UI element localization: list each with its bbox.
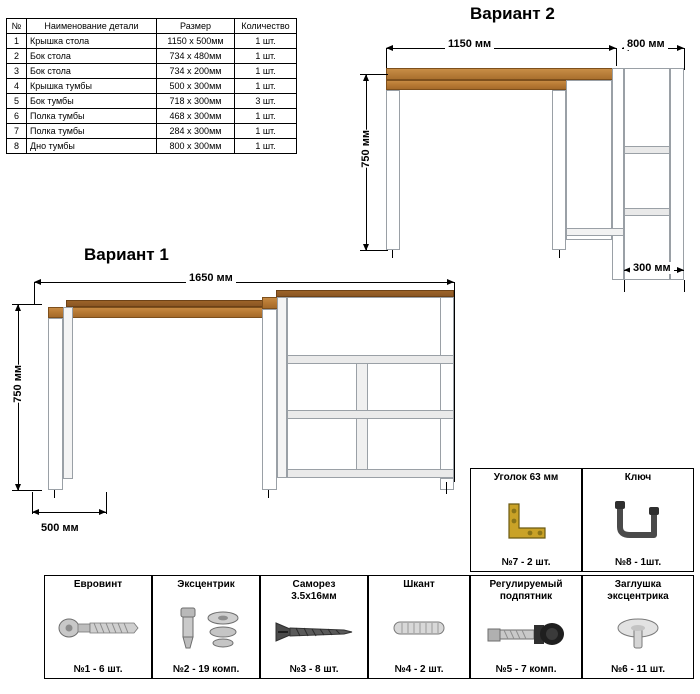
left-leg-depth [63, 307, 73, 479]
cell-size: 800 x 300мм [157, 139, 235, 154]
cell-qty: 1 шт. [235, 79, 297, 94]
hardware-title: Уголок 63 мм [493, 472, 559, 483]
table-header-row [7, 19, 297, 34]
cabinet-right-panel [440, 297, 454, 490]
variant2-height-label: 750 мм [357, 130, 375, 168]
cabinet-depth-panel [566, 80, 612, 240]
cam-cover-icon [583, 616, 693, 652]
adjustable-foot-icon [471, 617, 581, 651]
cell-qty: 3 шт. [235, 94, 297, 109]
hardware-cell-corner-bracket [470, 468, 582, 572]
desktop-rear-edge [66, 300, 276, 307]
variant1-width-label: 1650 мм [186, 272, 236, 284]
cabinet-shelf-upper [624, 146, 670, 154]
hardware-title [583, 579, 693, 603]
col-name: Наименование детали [27, 19, 157, 34]
cell-size: 734 x 480мм [157, 49, 235, 64]
cell-size: 718 x 300мм [157, 94, 235, 109]
variant1-height-label: 750 мм [9, 365, 27, 403]
col-number: № [7, 19, 27, 34]
hardware-title-line2: 3.5x16мм [291, 591, 337, 602]
self-tapping-screw-icon [261, 619, 367, 645]
hex-key-icon [583, 497, 693, 545]
col-qty: Количество [235, 19, 297, 34]
table-row [7, 34, 297, 49]
cabinet-body [624, 68, 670, 280]
cell-qty: 1 шт. [235, 124, 297, 139]
cell-name: Бок тумбы [27, 94, 157, 109]
hardware-qty: №6 - 11 шт. [610, 664, 666, 675]
cabinet-left-depth [277, 297, 287, 478]
cell-qty: 1 шт. [235, 64, 297, 79]
desktop-left-surface [48, 307, 276, 318]
hardware-cell-cam-lock [152, 575, 260, 679]
hardware-title [261, 579, 367, 603]
hardware-cell-self-tapping-screw [260, 575, 368, 679]
table-row [7, 124, 297, 139]
cabinet-shelf-upper [287, 355, 454, 364]
cabinet-bottom [287, 469, 454, 478]
cabinet-right-leg [440, 478, 454, 490]
cabinet-body [287, 297, 454, 478]
hardware-title: Евровинт [73, 579, 123, 590]
hardware-qty: №1 - 6 шт. [73, 664, 123, 675]
cell-number: 4 [7, 79, 27, 94]
table-row [7, 139, 297, 154]
hardware-qty: №8 - 1шт. [614, 557, 662, 568]
hardware-title-line1: Регулируемый [489, 579, 563, 590]
parts-table-body [7, 34, 297, 154]
cabinet-left-panel [262, 309, 277, 490]
variant2-drawing [330, 30, 692, 280]
variant1-depth-label: 500 мм [38, 522, 82, 534]
cell-qty: 1 шт. [235, 139, 297, 154]
cell-size: 284 x 300мм [157, 124, 235, 139]
table-row [7, 64, 297, 79]
variant1-drawing [6, 260, 466, 560]
cell-size: 468 x 300мм [157, 109, 235, 124]
cell-qty: 1 шт. [235, 109, 297, 124]
variant2-side-label: 300 мм [630, 262, 674, 274]
table-row [7, 79, 297, 94]
hardware-title: Ключ [624, 472, 652, 483]
parts-table-head [7, 19, 297, 34]
hardware-qty: №4 - 2 шт. [394, 664, 444, 675]
hardware-title: Шкант [403, 579, 435, 590]
hardware-cell-euro-screw [44, 575, 152, 679]
corner-bracket-icon [471, 498, 581, 544]
cell-size: 734 x 200мм [157, 64, 235, 79]
hardware-title [471, 579, 581, 603]
hardware-title-line2: эксцентрика [607, 591, 669, 602]
col-size: Размер [157, 19, 235, 34]
cabinet-inner-divider [566, 228, 624, 236]
left-leg-panel [48, 318, 63, 490]
cabinet-shelf-middle [287, 410, 454, 419]
desktop-right-rear-edge [276, 290, 454, 297]
cell-name: Крышка тумбы [27, 79, 157, 94]
hardware-qty: №3 - 8 шт. [289, 664, 339, 675]
hardware-cell-cam-cover [582, 575, 694, 679]
cell-number: 2 [7, 49, 27, 64]
cell-number: 8 [7, 139, 27, 154]
cell-number: 1 [7, 34, 27, 49]
middle-panel [552, 90, 566, 250]
dowel-icon [369, 615, 469, 641]
table-row [7, 94, 297, 109]
euro-screw-icon [45, 614, 151, 642]
variant1-title: Вариант 1 [84, 245, 169, 264]
cabinet-far-right-panel [670, 68, 684, 280]
cell-name: Бок стола [27, 49, 157, 64]
hardware-qty: №5 - 7 комп. [495, 664, 557, 675]
hardware-title-line2: подпятник [499, 591, 553, 602]
hardware-cell-hex-key [582, 468, 694, 572]
hardware-qty: №2 - 19 комп. [172, 664, 240, 675]
variant2-width-label: 1150 мм [445, 38, 494, 50]
cell-name: Дно тумбы [27, 139, 157, 154]
variant2-depth-label: 800 мм [624, 38, 668, 50]
cell-number: 5 [7, 94, 27, 109]
cell-qty: 1 шт. [235, 34, 297, 49]
cabinet-right-panel [612, 68, 624, 280]
cell-name: Крышка стола [27, 34, 157, 49]
hardware-title-line1: Заглушка [614, 579, 662, 590]
cam-lock-icon [153, 604, 259, 652]
parts-table [6, 18, 297, 154]
hardware-cell-adjustable-foot [470, 575, 582, 679]
left-side-panel [386, 90, 400, 250]
cell-number: 6 [7, 109, 27, 124]
cell-number: 7 [7, 124, 27, 139]
cell-name: Бок стола [27, 64, 157, 79]
hardware-cell-dowel [368, 575, 470, 679]
cell-name: Полка тумбы [27, 109, 157, 124]
table-row [7, 109, 297, 124]
hardware-title: Эксцентрик [177, 579, 235, 590]
cell-size: 500 x 300мм [157, 79, 235, 94]
cabinet-shelf-lower [624, 208, 670, 216]
cell-number: 3 [7, 64, 27, 79]
variant2-title: Вариант 2 [470, 4, 555, 23]
cell-qty: 1 шт. [235, 49, 297, 64]
cell-name: Полка тумбы [27, 124, 157, 139]
cell-size: 1150 x 500мм [157, 34, 235, 49]
hardware-qty: №7 - 2 шт. [501, 557, 551, 568]
hardware-title-line1: Саморез [292, 579, 336, 590]
table-row [7, 49, 297, 64]
